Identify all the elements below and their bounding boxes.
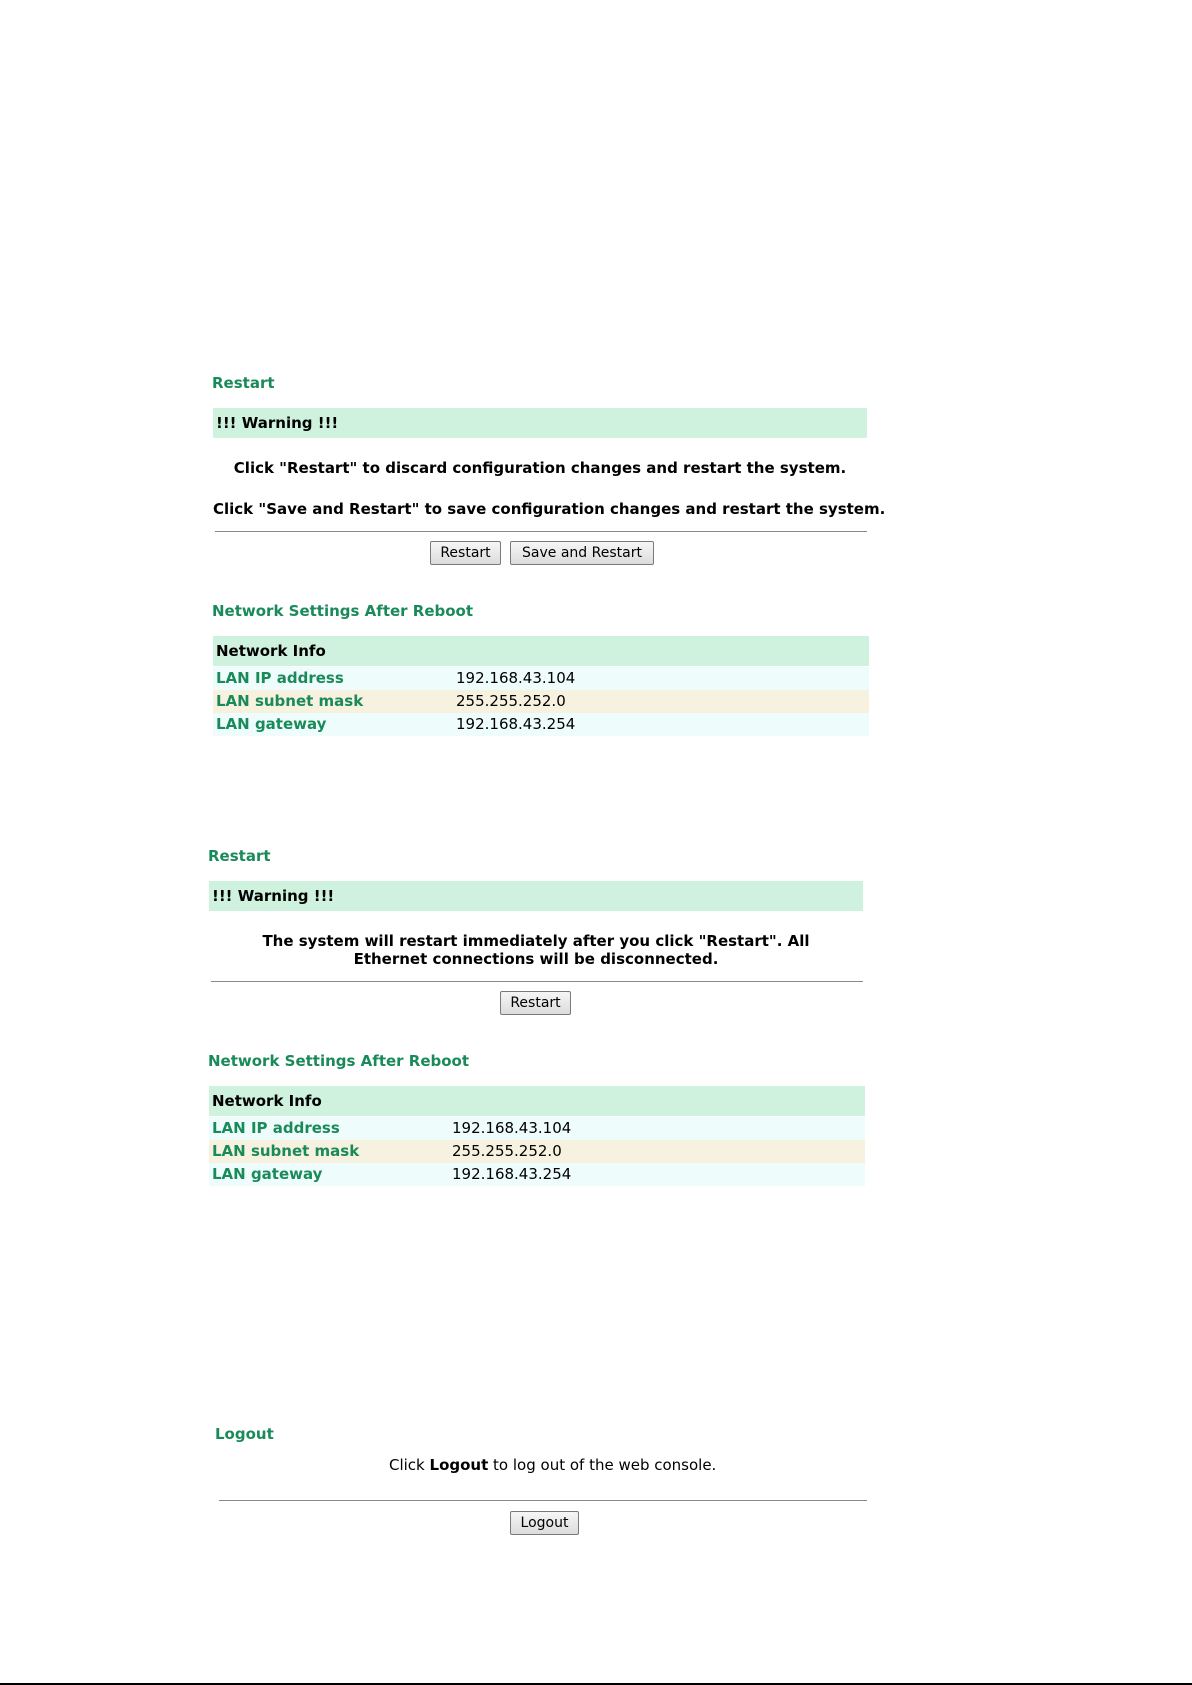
logout-message-suffix: to log out of the web console. — [488, 1456, 717, 1474]
row-label: LAN IP address — [212, 1119, 340, 1137]
row-value: 192.168.43.104 — [456, 669, 576, 687]
divider — [211, 981, 863, 982]
restart-title: Restart — [208, 847, 271, 865]
row-label: LAN subnet mask — [216, 692, 364, 710]
divider — [215, 531, 867, 532]
restart-message: Click "Restart" to discard configuration changes and restart the system. — [233, 459, 847, 477]
logout-message-bold: Logout — [429, 1456, 489, 1474]
row-value: 192.168.43.254 — [456, 715, 576, 733]
save-and-restart-button[interactable]: Save and Restart — [510, 541, 654, 565]
restart-message: The system will restart immediately after you click "Restart". All Ethernet connections will be disconnected. — [262, 932, 810, 968]
row-label: LAN IP address — [216, 669, 344, 687]
table-row — [209, 1117, 865, 1140]
save-restart-message: Click "Save and Restart" to save configuration changes and restart the system. — [213, 500, 886, 518]
network-settings-title: Network Settings After Reboot — [208, 1052, 470, 1070]
network-info-header: Network Info — [209, 1086, 865, 1116]
row-value: 255.255.252.0 — [452, 1142, 562, 1160]
table-row — [213, 713, 869, 736]
logout-message — [389, 1456, 716, 1474]
network-info-header: Network Info — [213, 636, 869, 666]
table-row — [209, 1140, 865, 1163]
row-value: 255.255.252.0 — [456, 692, 566, 710]
restart-title: Restart — [212, 374, 275, 392]
restart-button[interactable]: Restart — [500, 991, 571, 1015]
warning-bar: !!! Warning !!! — [209, 881, 863, 911]
logout-button[interactable]: Logout — [510, 1511, 579, 1535]
row-value: 192.168.43.254 — [452, 1165, 572, 1183]
table-row — [213, 690, 869, 713]
table-row — [213, 667, 869, 690]
network-settings-title: Network Settings After Reboot — [212, 602, 474, 620]
warning-bar: !!! Warning !!! — [213, 408, 867, 438]
logout-title: Logout — [215, 1425, 274, 1443]
row-label: LAN gateway — [216, 715, 327, 733]
row-value: 192.168.43.104 — [452, 1119, 572, 1137]
logout-message-prefix: Click — [389, 1456, 430, 1474]
row-label: LAN subnet mask — [212, 1142, 360, 1160]
row-label: LAN gateway — [212, 1165, 323, 1183]
restart-button[interactable]: Restart — [430, 541, 501, 565]
divider — [219, 1500, 867, 1501]
table-row — [209, 1163, 865, 1186]
